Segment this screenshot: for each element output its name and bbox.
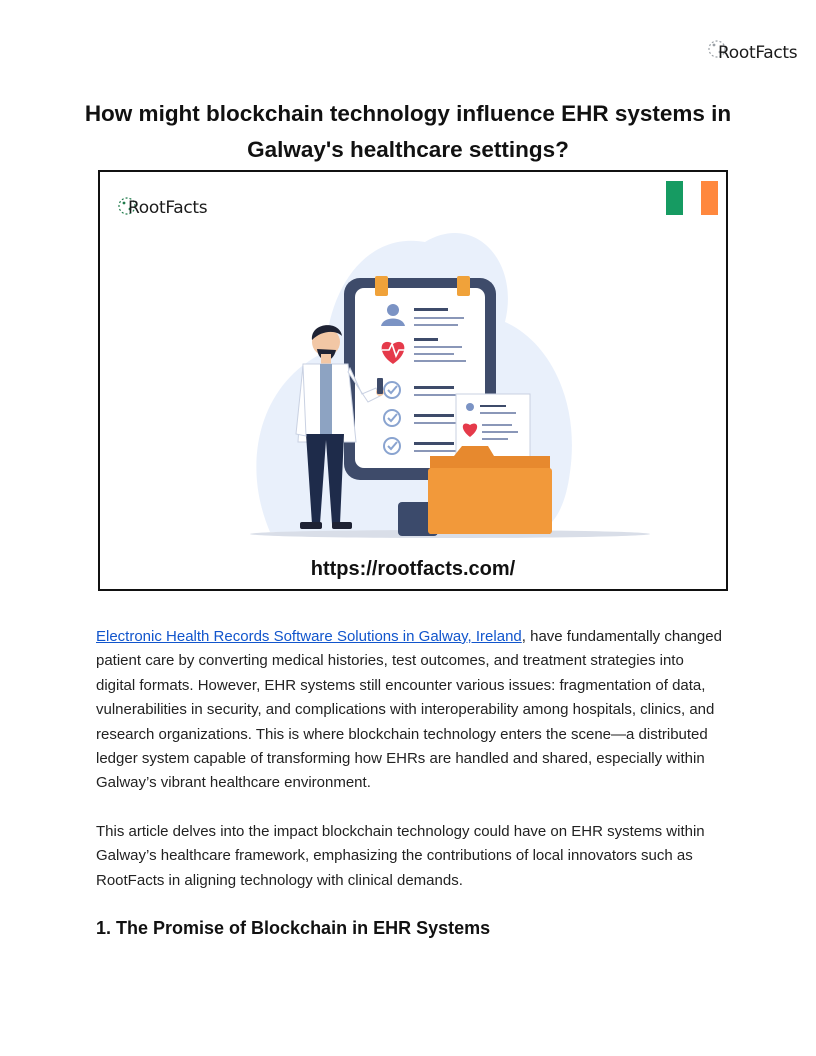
hero-logo — [116, 194, 226, 222]
hero-image — [98, 170, 728, 591]
section-heading: 1. The Promise of Blockchain in EHR Systems — [96, 918, 491, 938]
header-logo — [706, 36, 802, 70]
flag-stripe-white — [683, 181, 700, 215]
page-title: How might blockchain technology influence EHR systems in Galway's healthcare settings? — [84, 101, 732, 162]
flag-stripe-orange — [701, 181, 718, 215]
hero-url: https://rootfacts.com/ — [310, 558, 516, 580]
intro-paragraph — [96, 625, 726, 796]
ireland-flag-icon — [666, 181, 718, 215]
intro-paragraph-text: , have fundamentally changed patient care by converting medical histories, test outcomes, and treatment strategies into digital formats. However, EHR systems still encounter various issues: fragmentation of data, vulnerabilities in security, and complications with interoperability among hospitals, clinics, and research organizations. This is where blockchain technology enters the scene—a distributed ledger system capable of transforming how EHRs are handled and shared, especially within Galway’s vibrant healthcare environment. — [96, 628, 722, 792]
ehr-solutions-link[interactable]: Electronic Health Records Software Solutions in Galway, Ireland — [96, 628, 522, 645]
header-logo-text: RootFacts — [718, 43, 798, 63]
ehr-illustration — [100, 172, 726, 589]
flag-stripe-green — [666, 181, 683, 215]
hero-logo-text: RootFacts — [128, 198, 208, 218]
article-summary-paragraph: This article delves into the impact blockchain technology could have on EHR systems within Galway’s healthcare framework, emphasizing the contributions of local innovators such as RootFacts in aligning technology with clinical demands. — [96, 823, 705, 889]
